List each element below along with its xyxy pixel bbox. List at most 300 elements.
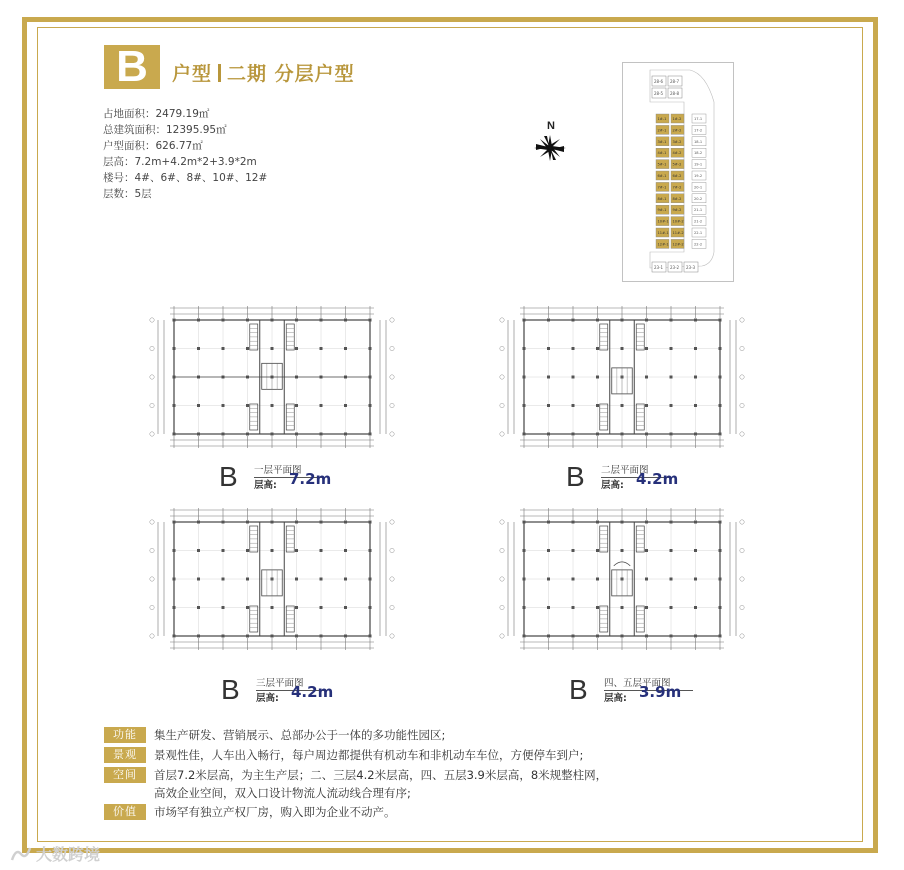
axis-bubble: [740, 577, 744, 581]
caption-name: 三层平面图: [256, 675, 326, 691]
structural-column: [547, 404, 550, 407]
axis-bubble: [390, 634, 394, 638]
north-compass-icon: [528, 118, 578, 164]
axis-bubble: [150, 577, 154, 581]
axis-bubble: [500, 605, 504, 609]
plan-linework: [150, 306, 394, 448]
structural-column: [694, 635, 697, 638]
structural-column: [173, 347, 176, 350]
axis-bubble: [740, 346, 744, 350]
axis-bubble: [740, 403, 744, 407]
caption-letter: B: [221, 674, 240, 705]
axis-bubble: [500, 432, 504, 436]
axis-bubble: [390, 403, 394, 407]
site-block-label: 28-8: [670, 91, 680, 96]
floor-plan-4: [484, 500, 760, 660]
caption-name: 四、五层平面图: [604, 675, 693, 691]
structural-column: [645, 549, 648, 552]
axis-bubble: [390, 375, 394, 379]
structural-column: [320, 606, 323, 609]
structural-column: [197, 347, 200, 350]
structural-column: [621, 433, 624, 436]
site-unit-label: 7#-1: [657, 185, 667, 190]
axis-bubble: [390, 548, 394, 552]
feature-text: 首层7.2米层高，为主生产层；二、三层4.2米层高，四、五层3.9米层高，8米规整柱网，: [154, 768, 608, 782]
structural-column: [523, 521, 526, 524]
structural-column: [547, 376, 550, 379]
site-side-label: 19-1: [694, 162, 703, 167]
structural-column: [670, 404, 673, 407]
structural-column: [344, 347, 347, 350]
caption-height-label: 层高:: [254, 480, 277, 491]
structural-column: [295, 635, 298, 638]
structural-column: [344, 635, 347, 638]
feature-tag: 景观: [104, 747, 146, 763]
axis-bubble: [500, 346, 504, 350]
axis-bubble: [150, 318, 154, 322]
structural-column: [572, 404, 575, 407]
caption-height-label: 层高:: [604, 693, 627, 704]
structural-column: [173, 319, 176, 322]
structural-column: [694, 319, 697, 322]
feature-tag: 空间: [104, 767, 146, 783]
structural-column: [173, 635, 176, 638]
site-side-label: 18-1: [694, 139, 703, 144]
structural-column: [295, 319, 298, 322]
axis-bubble: [500, 634, 504, 638]
structural-column: [596, 319, 599, 322]
structural-column: [344, 521, 347, 524]
structural-column: [369, 404, 372, 407]
site-block-label: 28-7: [670, 79, 680, 84]
structural-column: [670, 319, 673, 322]
structural-column: [547, 521, 550, 524]
spec-unit-area: 户型面积：626.77㎡: [103, 140, 203, 152]
structural-column: [271, 606, 274, 609]
structural-column: [344, 549, 347, 552]
site-block-label: 28-5: [654, 91, 664, 96]
structural-column: [344, 433, 347, 436]
feature-function: [104, 726, 804, 745]
structural-column: [596, 606, 599, 609]
structural-column: [271, 635, 274, 638]
axis-bubble: [500, 577, 504, 581]
structural-column: [295, 578, 298, 581]
structural-column: [572, 578, 575, 581]
structural-column: [523, 635, 526, 638]
axis-bubble: [740, 520, 744, 524]
site-unit-label: 3#-1: [657, 139, 667, 144]
site-unit-label: 2#-2: [672, 128, 682, 133]
structural-column: [320, 578, 323, 581]
structural-column: [197, 635, 200, 638]
structural-column: [719, 578, 722, 581]
structural-column: [173, 549, 176, 552]
structural-column: [621, 549, 624, 552]
structural-column: [271, 319, 274, 322]
site-unit-label: 6#-1: [657, 174, 667, 178]
site-block-label: 23-3: [686, 265, 696, 270]
site-side-label: 20-2: [694, 196, 703, 201]
axis-bubble: [390, 577, 394, 581]
feature-text: 景观性佳，人车出入畅行，每户周边都提供有机动车和非机动车车位，方便停车到户;: [154, 748, 584, 762]
structural-column: [344, 578, 347, 581]
feature-tag: 价值: [104, 804, 146, 820]
structural-column: [295, 521, 298, 524]
axis-bubble: [150, 634, 154, 638]
axis-bubble: [500, 375, 504, 379]
structural-column: [320, 635, 323, 638]
title-right: 二期 分层户型: [227, 63, 355, 85]
structural-column: [596, 578, 599, 581]
site-unit-label: 6#-2: [672, 174, 682, 178]
structural-column: [572, 606, 575, 609]
structural-column: [694, 578, 697, 581]
structural-column: [523, 606, 526, 609]
axis-bubble: [150, 548, 154, 552]
site-unit-label: 11#-1: [657, 231, 669, 235]
axis-bubble: [150, 432, 154, 436]
structural-column: [369, 606, 372, 609]
structural-column: [596, 433, 599, 436]
structural-column: [645, 404, 648, 407]
structural-column: [694, 433, 697, 436]
structural-column: [547, 606, 550, 609]
site-unit-label: 7#-2: [672, 185, 682, 190]
structural-column: [222, 433, 225, 436]
structural-column: [694, 606, 697, 609]
structural-column: [719, 319, 722, 322]
structural-column: [694, 549, 697, 552]
structural-column: [246, 549, 249, 552]
caption-name: 二层平面图: [601, 462, 671, 478]
feature-text: 市场罕有独立产权厂房，购入即为企业不动产。: [154, 805, 396, 819]
structural-column: [645, 319, 648, 322]
structural-column: [572, 319, 575, 322]
feature-landscape: [104, 746, 804, 765]
structural-column: [670, 549, 673, 552]
structural-column: [547, 433, 550, 436]
axis-bubble: [740, 634, 744, 638]
spec-building-numbers: 楼号：4#、6#、8#、10#、12#: [103, 172, 268, 184]
site-side-label: 18-2: [694, 151, 703, 156]
plan-linework: [500, 306, 744, 448]
structural-column: [645, 376, 648, 379]
feature-text-continued: 高效企业空间，双入口设计物流人流动线合理有序;: [154, 786, 411, 800]
watermark-text: 大数跨境: [36, 845, 101, 864]
watermark: [10, 842, 100, 865]
structural-column: [246, 606, 249, 609]
axis-bubble: [740, 605, 744, 609]
structural-column: [645, 347, 648, 350]
site-location-map: [622, 62, 734, 282]
axis-bubble: [390, 432, 394, 436]
structural-column: [719, 404, 722, 407]
structural-column: [369, 319, 372, 322]
structural-column: [197, 549, 200, 552]
structural-column: [246, 404, 249, 407]
structural-column: [369, 433, 372, 436]
structural-column: [222, 578, 225, 581]
structural-column: [173, 521, 176, 524]
axis-bubble: [150, 375, 154, 379]
structural-column: [523, 347, 526, 350]
structural-column: [523, 319, 526, 322]
site-unit-label: 1#-1: [657, 117, 667, 121]
structural-column: [572, 635, 575, 638]
axis-bubble: [500, 403, 504, 407]
structural-column: [596, 347, 599, 350]
caption-height-value: 4.2m: [291, 683, 334, 701]
caption-height-value: 4.2m: [636, 470, 679, 488]
site-side-label: 22-2: [694, 242, 703, 247]
structural-column: [523, 376, 526, 379]
caption-height-label: 层高:: [256, 693, 279, 704]
structural-column: [670, 635, 673, 638]
site-unit-label: 8#-2: [672, 196, 682, 201]
floor-plan-1: [134, 298, 410, 458]
structural-column: [173, 578, 176, 581]
structural-column: [694, 347, 697, 350]
structural-column: [271, 433, 274, 436]
structural-column: [596, 635, 599, 638]
structural-column: [719, 635, 722, 638]
axis-bubble: [390, 346, 394, 350]
axis-bubble: [500, 520, 504, 524]
structural-column: [621, 635, 624, 638]
site-block-label: 23-2: [670, 265, 680, 270]
structural-column: [572, 376, 575, 379]
structural-column: [344, 404, 347, 407]
structural-column: [369, 549, 372, 552]
site-side-label: 17-1: [694, 117, 703, 121]
structural-column: [173, 433, 176, 436]
structural-column: [547, 635, 550, 638]
structural-column: [596, 376, 599, 379]
site-unit-label: 5#-1: [657, 162, 667, 167]
structural-column: [645, 635, 648, 638]
structural-column: [621, 347, 624, 350]
axis-bubble: [740, 318, 744, 322]
structural-column: [246, 635, 249, 638]
site-unit-label: 9#-1: [657, 208, 667, 213]
site-unit-label: 4#-2: [672, 151, 682, 156]
structural-column: [369, 578, 372, 581]
axis-bubble: [740, 548, 744, 552]
site-unit-label: 12#-1: [657, 242, 669, 247]
feature-text: 集生产研发、营销展示、总部办公于一体的多功能性园区;: [154, 728, 446, 742]
structural-column: [320, 404, 323, 407]
site-side-label: 19-2: [694, 174, 703, 178]
caption-name: 一层平面图: [254, 462, 324, 478]
structural-column: [222, 635, 225, 638]
site-unit-label: 9#-2: [672, 208, 682, 213]
site-side-label: 17-2: [694, 128, 703, 133]
structural-column: [670, 376, 673, 379]
structural-column: [719, 347, 722, 350]
spec-site-area: 占地面积：2479.19㎡: [103, 108, 210, 120]
structural-column: [621, 319, 624, 322]
axis-bubble: [150, 346, 154, 350]
structural-column: [621, 521, 624, 524]
structural-column: [596, 404, 599, 407]
structural-column: [222, 347, 225, 350]
axis-bubble: [390, 318, 394, 322]
structural-column: [246, 433, 249, 436]
structural-column: [246, 319, 249, 322]
site-side-label: 20-1: [694, 185, 703, 190]
feature-value: [104, 803, 804, 822]
site-side-label: 21-1: [694, 208, 703, 213]
structural-column: [271, 347, 274, 350]
site-block-label: 28-6: [654, 79, 664, 84]
floor-plan-2: [484, 298, 760, 458]
caption-height-value: 7.2m: [289, 470, 332, 488]
structural-column: [246, 521, 249, 524]
structural-column: [295, 433, 298, 436]
site-unit-label: 3#-2: [672, 139, 682, 144]
structural-column: [572, 521, 575, 524]
caption-letter: B: [219, 461, 238, 492]
caption-height-label: 层高:: [601, 480, 624, 491]
site-unit-label: 2#-1: [657, 128, 667, 133]
structural-column: [197, 319, 200, 322]
site-block-label: 23-1: [654, 265, 664, 270]
structural-column: [295, 606, 298, 609]
structural-column: [694, 376, 697, 379]
page-title: [172, 59, 355, 86]
structural-column: [523, 404, 526, 407]
structural-column: [369, 521, 372, 524]
structural-column: [222, 606, 225, 609]
site-side-label: 21-2: [694, 219, 703, 224]
feature-list: [104, 726, 804, 823]
structural-column: [547, 549, 550, 552]
axis-bubble: [150, 403, 154, 407]
structural-column: [694, 404, 697, 407]
plan-linework: [150, 508, 394, 650]
axis-bubble: [390, 520, 394, 524]
spec-list: [103, 106, 267, 202]
watermark-logo-icon: [10, 846, 32, 862]
structural-column: [547, 319, 550, 322]
structural-column: [621, 404, 624, 407]
structural-column: [320, 433, 323, 436]
axis-bubble: [500, 548, 504, 552]
spec-floor-height: 层高：7.2m+4.2m*2+3.9*2m: [103, 156, 257, 168]
caption-letter: B: [569, 674, 588, 705]
spec-total-area: 总建筑面积：12395.95㎡: [103, 124, 227, 136]
site-unit-label: 12#-2: [672, 242, 684, 247]
structural-column: [344, 606, 347, 609]
structural-column: [547, 347, 550, 350]
structural-column: [246, 347, 249, 350]
site-unit-label: 5#-2: [672, 162, 682, 167]
structural-column: [621, 606, 624, 609]
structural-column: [572, 433, 575, 436]
structural-column: [197, 404, 200, 407]
structural-column: [719, 433, 722, 436]
structural-column: [246, 578, 249, 581]
structural-column: [572, 347, 575, 350]
feature-space: [104, 766, 804, 802]
site-side-label: 22-1: [694, 231, 703, 235]
axis-bubble: [150, 605, 154, 609]
structural-column: [197, 578, 200, 581]
plan-linework: [500, 508, 744, 650]
structural-column: [719, 376, 722, 379]
site-unit-label: 8#-1: [657, 196, 667, 201]
structural-column: [523, 549, 526, 552]
floor-plan-3: [134, 500, 410, 660]
title-left: 户型: [172, 63, 213, 85]
compass-label: N: [547, 120, 555, 132]
structural-column: [320, 319, 323, 322]
structural-column: [222, 319, 225, 322]
structural-column: [173, 404, 176, 407]
structural-column: [320, 549, 323, 552]
structural-column: [645, 578, 648, 581]
structural-column: [719, 521, 722, 524]
structural-column: [295, 404, 298, 407]
structural-column: [320, 347, 323, 350]
structural-column: [596, 549, 599, 552]
structural-column: [369, 347, 372, 350]
structural-column: [222, 549, 225, 552]
structural-column: [222, 521, 225, 524]
structural-column: [670, 606, 673, 609]
caption-height-value: 3.9m: [639, 683, 682, 701]
structural-column: [197, 521, 200, 524]
structural-column: [719, 549, 722, 552]
structural-column: [670, 433, 673, 436]
structural-column: [523, 433, 526, 436]
structural-column: [173, 606, 176, 609]
structural-column: [320, 521, 323, 524]
site-unit-label: 10#-1: [657, 219, 669, 224]
structural-column: [645, 433, 648, 436]
structural-column: [596, 521, 599, 524]
structural-column: [670, 347, 673, 350]
structural-column: [547, 578, 550, 581]
structural-column: [295, 347, 298, 350]
structural-column: [197, 606, 200, 609]
structural-column: [645, 606, 648, 609]
structural-column: [344, 319, 347, 322]
structural-column: [369, 635, 372, 638]
structural-column: [295, 549, 298, 552]
structural-column: [694, 521, 697, 524]
structural-column: [523, 578, 526, 581]
structural-column: [719, 606, 722, 609]
structural-column: [670, 578, 673, 581]
caption-letter: B: [566, 461, 585, 492]
structural-column: [197, 433, 200, 436]
title-separator: [218, 64, 221, 82]
structural-column: [271, 404, 274, 407]
site-unit-label: 1#-2: [672, 117, 682, 121]
axis-bubble: [740, 432, 744, 436]
spec-floors: 层数：5层: [103, 188, 152, 200]
type-badge: B: [104, 45, 160, 89]
structural-column: [670, 521, 673, 524]
feature-tag: 功能: [104, 727, 146, 743]
site-unit-label: 4#-1: [657, 151, 667, 156]
structural-column: [572, 549, 575, 552]
axis-bubble: [500, 318, 504, 322]
site-unit-label: 11#-2: [672, 231, 684, 235]
structural-column: [645, 521, 648, 524]
